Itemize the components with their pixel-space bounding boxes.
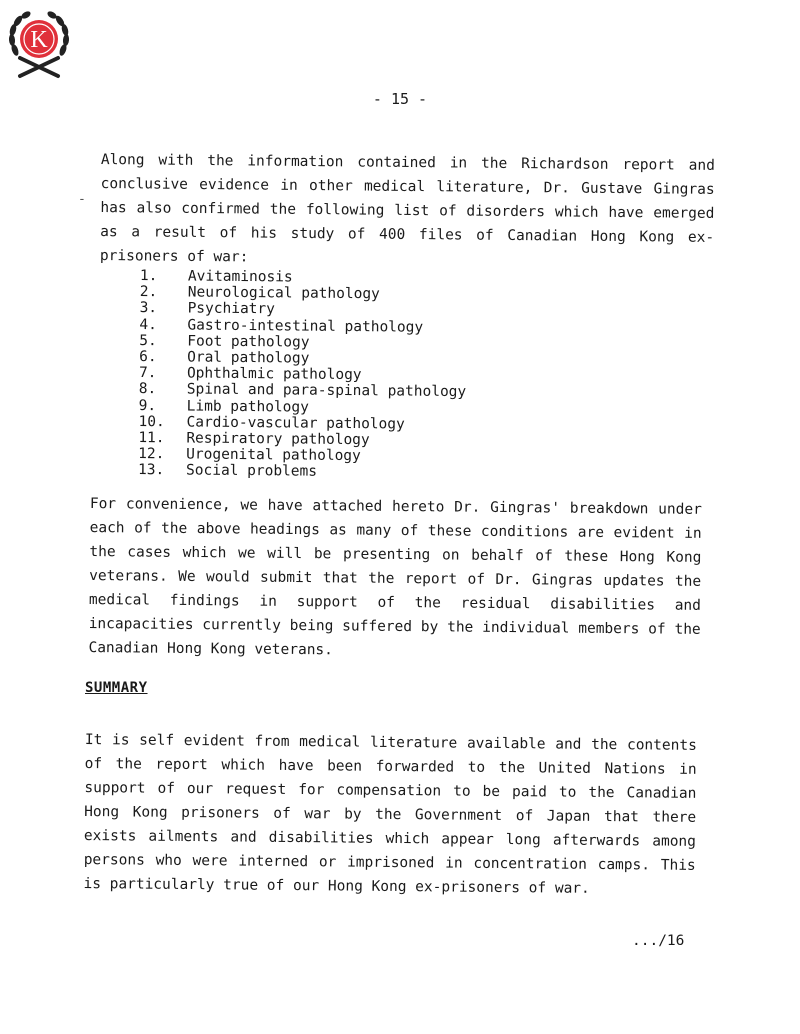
list-item-number: 9. <box>138 397 157 414</box>
svg-text:K: K <box>30 27 48 53</box>
list-item-number: 8. <box>138 381 157 398</box>
list-item-label: Gastro-intestinal pathology <box>187 317 424 336</box>
disorder-list <box>138 268 467 482</box>
list-item-number: 10. <box>138 413 165 431</box>
list-item-number: 3. <box>139 300 158 317</box>
continuation-marker: .../16 <box>632 933 685 949</box>
margin-mark: - <box>78 192 86 207</box>
list-item-number: 2. <box>139 284 158 301</box>
summary-paragraph: It is self evident from medical literature available and the contents of the report which have been forwarded to the United Nations in support of our request for compensation to be paid to the Canadian Hong Kong prisoners of war by the Government of Japan that there exists ailments and disabilities which appear long afterwards among persons who were interned or imprisoned in concentration camps. This is particularly true of our Hong Kong ex-prisoners of war. <box>83 731 697 897</box>
list-item-label: Psychiatry <box>187 300 275 318</box>
convenience-paragraph: For convenience, we have attached hereto Dr. Gingras' breakdown under each of the above headings as many of these conditions are evident in the cases which we will be presenting on behalf of these Hong Kong veterans. We would submit that the report of Dr. Gingras updates the medical findings in support of the residual disabilities and incapacities currently being suffered by the individual members of the Canadian Hong Kong veterans. <box>88 495 702 659</box>
list-item-label: Limb pathology <box>186 398 309 416</box>
list-item-number: 4. <box>139 316 158 333</box>
list-item <box>138 462 465 481</box>
list-item-number: 6. <box>139 349 157 366</box>
list-item-label: Neurological pathology <box>187 284 380 303</box>
list-item-number: 11. <box>138 430 165 447</box>
summary-heading: SUMMARY <box>85 680 148 696</box>
page-number: - 15 - <box>372 90 428 108</box>
list-item-number: 5. <box>139 332 157 349</box>
list-item-label: Cardio-vascular pathology <box>186 414 405 433</box>
list-item-label: Avitaminosis <box>187 268 293 286</box>
list-item-number: 7. <box>138 365 157 382</box>
list-item-label: Foot pathology <box>187 333 310 351</box>
list-item-label: Oral pathology <box>187 349 310 367</box>
list-item-number: 1. <box>139 268 158 285</box>
list-item-number: 13. <box>137 462 165 479</box>
list-item-label: Respiratory pathology <box>186 430 370 449</box>
laurel-k-logo <box>6 8 72 84</box>
list-item-number: 12. <box>138 446 165 463</box>
list-item-label: Urogenital pathology <box>186 446 361 465</box>
list-item-label: Social problems <box>185 462 318 481</box>
list-item-label: Ophthalmic pathology <box>186 365 362 384</box>
intro-paragraph: Along with the information contained in the Richardson report and conclusive evidence in other medical literature, Dr. Gustave Gingras has also confirmed the following list of disorders which have emerged as a result of his study of 400 files of Canadian Hong Kong ex-prisoners of war: <box>99 151 715 266</box>
list-item-label: Spinal and para-spinal pathology <box>186 381 467 401</box>
